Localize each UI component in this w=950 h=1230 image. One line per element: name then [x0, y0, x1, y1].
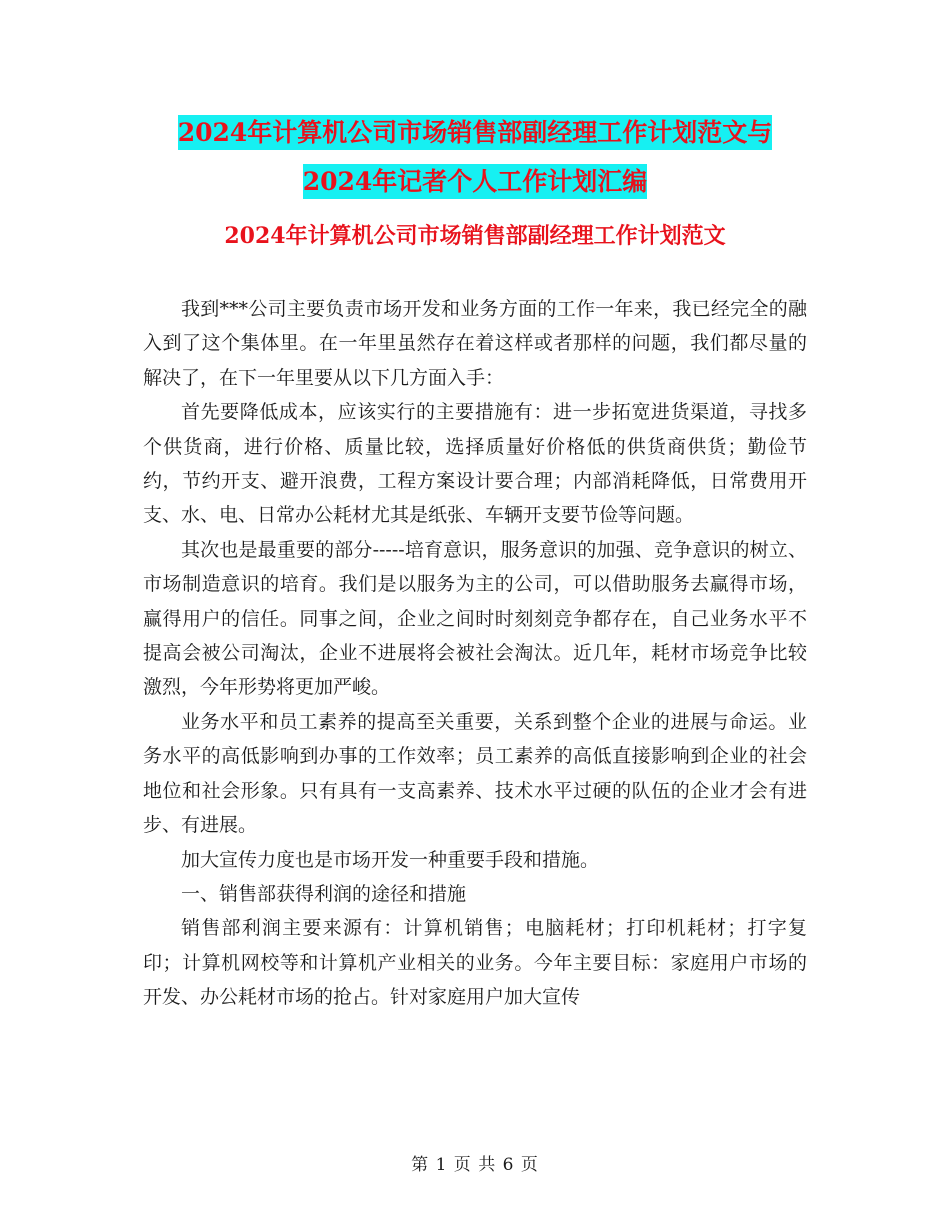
document-title-line-1: 2024年计算机公司市场销售部副经理工作计划范文与 [178, 115, 773, 150]
paragraph: 首先要降低成本，应该实行的主要措施有：进一步拓宽进货渠道，寻找多个供货商，进行价格、质量比较，选择质量好价格低的供货商供货；勤俭节约，节约开支、避开浪费，工程方案设计要合理；内部消耗降低，日常费用开支、水、电、日常办公耗材尤其是纸张、车辆开支要节俭等问题。 [143, 401, 807, 527]
paragraph: 加大宣传力度也是市场开发一种重要手段和措施。 [181, 848, 600, 871]
section-title: 2024年计算机公司市场销售部副经理工作计划范文 [224, 223, 726, 249]
document-body [143, 292, 807, 1015]
paragraph: 我到***公司主要负责市场开发和业务方面的工作一年来，我已经完全的融入到了这个集体里。在一年里虽然存在着这样或者那样的问题，我们都尽量的解决了，在下一年里要从以下几方面入手： [143, 298, 807, 389]
document-title-line-2: 2024年记者个人工作计划汇编 [303, 164, 648, 199]
page-footer: 第 1 页 共 6 页 [411, 1155, 539, 1175]
paragraph: 业务水平和员工素养的提高至关重要，关系到整个企业的进展与命运。业务水平的高低影响到办事的工作效率；员工素养的高低直接影响到企业的社会地位和社会形象。只有具有一支高素养、技术水平过硬的队伍的企业才会有进步、有进展。 [143, 710, 807, 837]
document-title [0, 108, 950, 206]
paragraph: 一、销售部获得利润的途径和措施 [181, 882, 467, 905]
paragraph: 销售部利润主要来源有：计算机销售；电脑耗材；打印机耗材；打字复印；计算机网校等和计算机产业相关的业务。今年主要目标：家庭用户市场的开发、办公耗材市场的抢占。针对家庭用户加大宣传 [143, 917, 807, 1009]
paragraph: 其次也是最重要的部分-----培育意识，服务意识的加强、竞争意识的树立、市场制造意识的培育。我们是以服务为主的公司，可以借助服务去赢得市场，赢得用户的信任。同事之间，企业之间时时刻刻竞争都存在，自己业务水平不提高会被公司淘汰，企业不进展将会被社会淘汰。近几年，耗材市场竞争比较激烈，今年形势将更加严峻。 [143, 538, 807, 699]
